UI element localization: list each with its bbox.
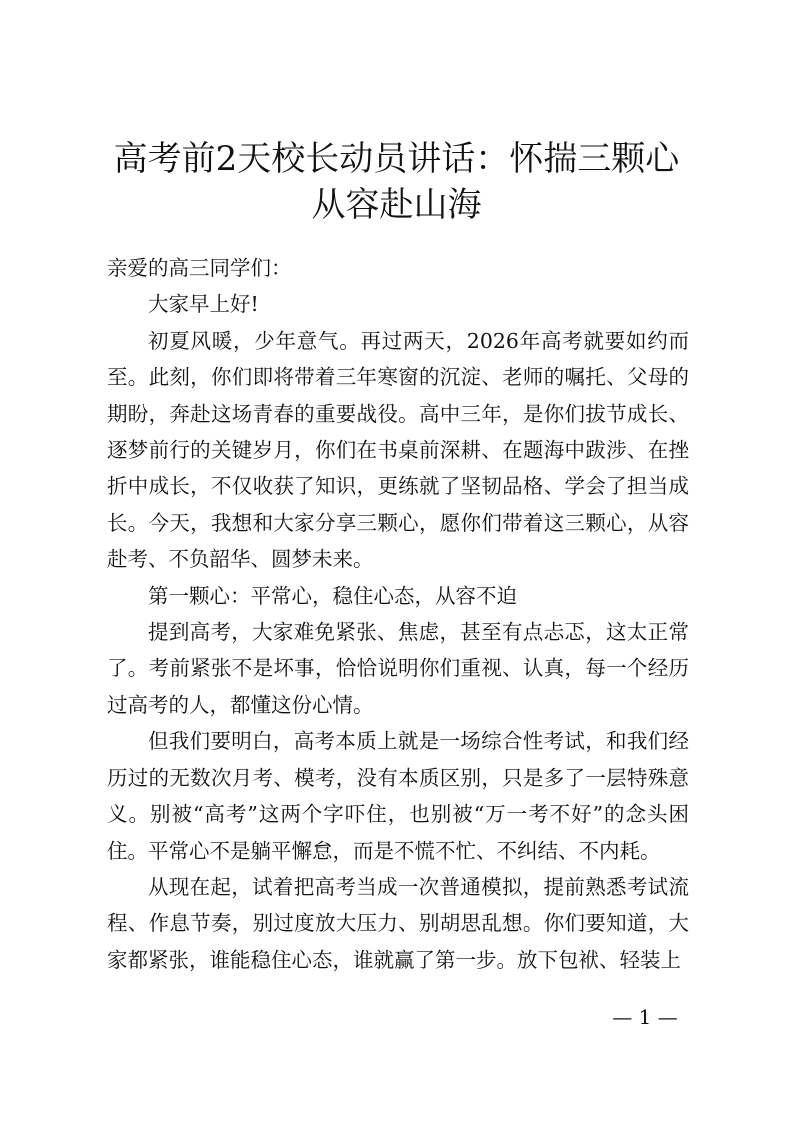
section-heading-first-heart: 第一颗心：平常心，稳住心态，从容不迫: [148, 583, 517, 608]
body-paragraph: 提到高考，大家难免紧张、焦虑，甚至有点忐忑，这太正常了。考前紧张不是坏事，恰恰说明你们重视、认真，每一个经历过高考的人，都懂这份心情。: [107, 620, 689, 717]
document-body: [107, 250, 689, 978]
greeting-paragraph: 大家早上好!: [148, 292, 259, 317]
intro-paragraph: 初夏风暖，少年意气。再过两天，2026年高考就要如约而至。此刻，你们即将带着三年寒窗的沉淀、老师的嘱托、父母的期盼，奔赴这场青春的重要战役。高中三年，是你们拔节成长、逐梦前行的关键岁月，你们在书桌前深耕、在题海中跋涉、在挫折中成长，不仅收获了知识，更练就了坚韧品格、学会了担当成长。今天，我想和大家分享三颗心，愿你们带着这三颗心，从容赴考、不负韶华、圆梦未来。: [107, 328, 689, 572]
page-number: — 1 —: [612, 1005, 678, 1029]
body-paragraph: 但我们要明白，高考本质上就是一场综合性考试，和我们经历过的无数次月考、模考，没有本质区别，只是多了一层特殊意义。别被“高考”这两个字吓住，也别被“万一考不好”的念头困住。平常心不是躺平懈怠，而是不慌不忙、不纠结、不内耗。: [107, 729, 689, 863]
salutation-paragraph: 亲爱的高三同学们：: [107, 256, 292, 280]
body-paragraph: 从现在起，试着把高考当成一次普通模拟，提前熟悉考试流程、作息节奏，别过度放大压力、别胡思乱想。你们要知道，大家都紧张，谁能稳住心态，谁就赢了第一步。放下包袱、轻装上: [107, 874, 689, 972]
document-title: 高考前2天校长动员讲话：怀揣三颗心从容赴山海: [113, 139, 680, 225]
